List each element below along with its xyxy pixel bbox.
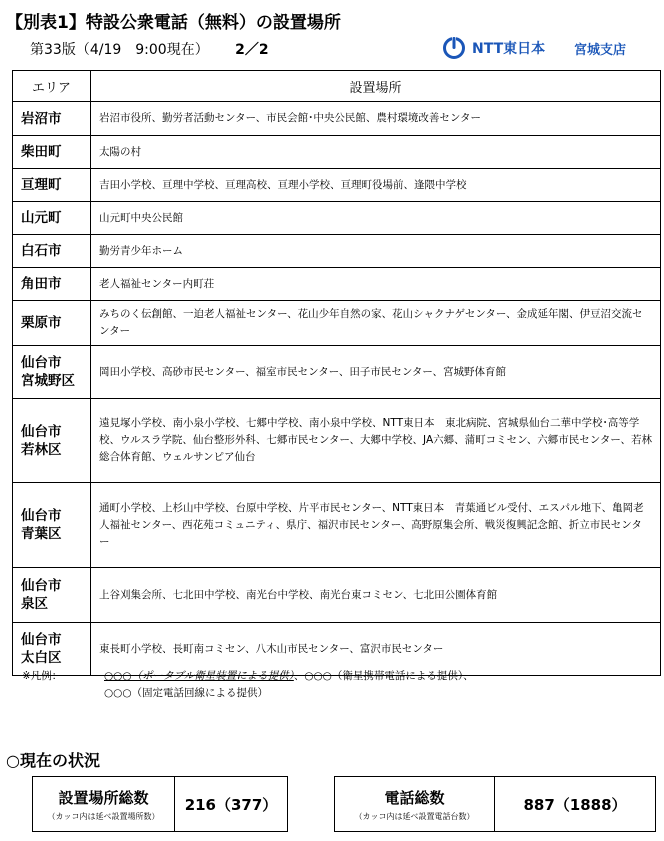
locations-summary-box <box>32 776 288 832</box>
ntt-logo-text: NTT東日本 <box>472 41 546 57</box>
column-header-area: エリア <box>13 71 91 102</box>
locations-label-cell <box>33 777 175 831</box>
legend-satellite: 、○○○（衛星携帯電話による提供）、 <box>293 670 474 682</box>
places-cell: 遠見塚小学校、南小泉小学校、七郷中学校、南小泉中学校、NTT東日本 東北病院、宮城県仙台二華中学校･高等学校、ウルスラ学院、仙台整形外科、七郷市民センター、大郷中学校、JA六郷、蒲町コミセン、六郷市民センター、若林総合体育館、ウェルサンピア仙台 <box>91 399 661 483</box>
area-name: 仙台市 若林区 <box>21 423 62 458</box>
area-cell <box>13 301 91 346</box>
ntt-logo-icon <box>442 36 466 60</box>
locations-label: 設置場所総数 <box>58 788 149 807</box>
area-name: 仙台市 青葉区 <box>21 508 62 542</box>
places-cell: 老人福祉センター内町荘 <box>91 268 661 301</box>
table-row <box>13 136 661 169</box>
edition-line <box>30 39 269 59</box>
table-header-row <box>13 71 661 102</box>
phones-label: 電話総数 <box>384 788 445 807</box>
area-name: 柴田町 <box>21 144 62 160</box>
location-table <box>12 70 661 676</box>
area-cell <box>13 202 91 235</box>
places-cell: 岡田小学校、高砂市民センター、福室市民センター、田子市民センター、宮城野体育館 <box>91 346 661 399</box>
phones-value: 887（1888） <box>523 795 627 814</box>
area-cell <box>13 568 91 623</box>
legend-fixed: ○○○（固定電話回線による提供） <box>104 687 268 699</box>
edition-text: 第33版（4/19 9:00現在） <box>30 42 209 58</box>
table-row <box>13 483 661 568</box>
area-name: 仙台市 太白区 <box>21 632 62 666</box>
area-name: 角田市 <box>21 276 62 292</box>
area-cell <box>13 399 91 483</box>
table-row <box>13 268 661 301</box>
column-header-place: 設置場所 <box>91 71 661 102</box>
area-name: 仙台市 宮城野区 <box>21 355 75 389</box>
area-cell <box>13 235 91 268</box>
area-cell <box>13 102 91 136</box>
area-cell <box>13 346 91 399</box>
status-heading: ○現在の状況 <box>6 751 100 770</box>
area-cell <box>13 268 91 301</box>
places-cell: みちのく伝創館、一迫老人福祉センター、花山少年自然の家、花山シャクナゲセンター、金成延年閣、伊豆沼交流センター <box>91 301 661 346</box>
area-name: 仙台市 泉区 <box>21 578 62 612</box>
places-cell: 太陽の村 <box>91 136 661 169</box>
table-row <box>13 301 661 346</box>
area-name: 亘理町 <box>21 177 62 193</box>
places-cell: 岩沼市役所、勤労者活動センター、市民会館･中央公民館、農村環境改善センター <box>91 102 661 136</box>
places-cell: 勤労青少年ホーム <box>91 235 661 268</box>
area-cell <box>13 136 91 169</box>
table-row <box>13 235 661 268</box>
area-name: 白石市 <box>21 243 62 259</box>
ntt-logo <box>442 36 545 60</box>
places-cell: 東長町小学校、長町南コミセン、八木山市民センター、富沢市民センター <box>91 623 661 676</box>
branch-name: 宮城支店 <box>574 43 627 58</box>
table-row <box>13 169 661 202</box>
phones-label-cell <box>335 777 495 831</box>
legend-portable: ○○○（ポータブル衛星装置による提供） <box>104 670 294 682</box>
phones-summary-box <box>334 776 656 832</box>
table-row <box>13 202 661 235</box>
locations-value: 216（377） <box>184 795 278 814</box>
area-cell <box>13 483 91 568</box>
area-name: 岩沼市 <box>21 110 62 127</box>
phones-note: （カッコ内は延べ設置電話台数） <box>354 811 475 821</box>
places-cell: 山元町中央公民館 <box>91 202 661 235</box>
table-row <box>13 102 661 136</box>
page-title: 【別表1】特設公衆電話（無料）の設置場所 <box>6 13 341 33</box>
legend-line-1 <box>104 668 624 685</box>
locations-note: （カッコ内は延べ設置場所数） <box>47 811 160 821</box>
table-row <box>13 399 661 483</box>
page-number: 2／2 <box>235 42 269 58</box>
places-cell: 通町小学校、上杉山中学校、台原中学校、片平市民センター、NTT東日本 青葉通ビル受付、エスパル地下、亀岡老人福祉センター、西花苑コミュニティ、県庁、福沢市民センター、高野原集会所、戦災復興記念館、折立市民センター <box>91 483 661 568</box>
places-cell: 上谷刈集会所、七北田中学校、南光台中学校、南光台東コミセン、七北田公園体育館 <box>91 568 661 623</box>
legend-body <box>104 668 624 702</box>
area-cell <box>13 169 91 202</box>
table-row <box>13 346 661 399</box>
area-name: 栗原市 <box>21 315 62 331</box>
legend-label: ※凡例： <box>22 670 63 682</box>
table-row <box>13 568 661 623</box>
places-cell: 吉田小学校、亘理中学校、亘理高校、亘理小学校、亘理町役場前、逢隈中学校 <box>91 169 661 202</box>
area-name: 山元町 <box>21 210 62 226</box>
